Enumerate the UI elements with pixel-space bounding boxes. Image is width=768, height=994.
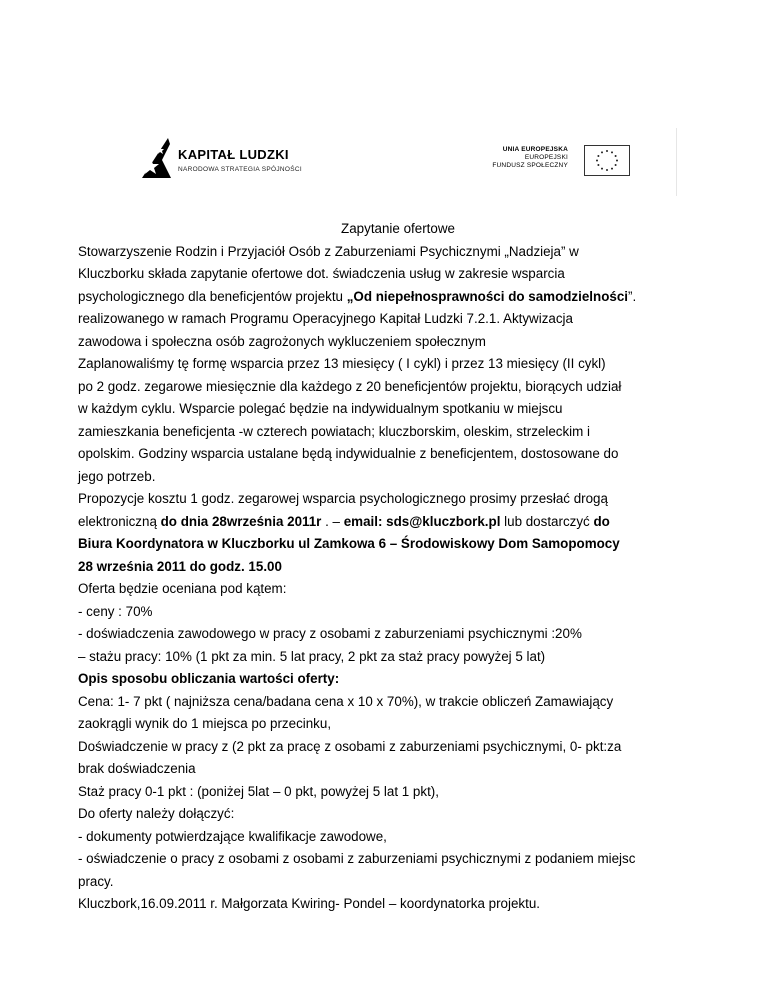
paragraph-line: Zaplanowaliśmy tę formę wsparcia przez 13 miesięcy ( I cykl) i przez 13 miesięcy (II cykl) — [78, 356, 606, 371]
attachment-item: - oświadczenie o pracy z osobami z osobami z zaburzeniami psychicznymi z podaniem miejsc — [78, 851, 636, 866]
section-heading: Opis sposobu obliczania wartości oferty: — [78, 671, 340, 686]
eu-logo — [492, 146, 640, 182]
paragraph-line: w każdym cyklu. Wsparcie polegać będzie na indywidualnym spotkaniu w miejscu — [78, 401, 563, 416]
header-divider — [676, 128, 677, 196]
text-span: psychologicznego dla beneficjentów projektu — [78, 288, 347, 304]
kapital-ludzki-title: KAPITAŁ LUDZKI — [178, 147, 289, 162]
eu-flag-icon — [584, 145, 630, 176]
paragraph-line: Cena: 1- 7 pkt ( najniższa cena/badana cena x 10 x 70%), w trakcie obliczeń Zamawiający — [78, 693, 614, 709]
kapital-ludzki-subtitle: NARODOWA STRATEGIA SPÓJNOŚCI — [178, 166, 302, 173]
text-span: ”. — [628, 288, 637, 304]
text-span: lub dostarczyć — [500, 513, 594, 529]
document-header — [0, 120, 768, 190]
paragraph-line: Propozycje kosztu 1 godz. zegarowej wsparcia psychologicznego prosimy przesłać drogą — [78, 491, 608, 506]
text-span: . – — [321, 513, 344, 529]
paragraph-line: Doświadczenie w pracy z (2 pkt za pracę z osobami z zaburzeniami psychicznymi, 0- pkt:za — [78, 738, 622, 754]
paragraph-line — [78, 511, 718, 534]
paragraph-line: zaokrągli wynik do 1 miejsca po przecinku, — [78, 716, 332, 731]
paragraph-line: po 2 godz. zegarowe miesięcznie dla każdego z 20 beneficjentów projektu, biorących udział — [78, 378, 622, 394]
eu-line-2: EUROPEJSKI — [524, 154, 568, 161]
paragraph-line: jego potrzeb. — [78, 468, 156, 484]
criteria-item: - doświadczenia zawodowego w pracy z osobami z zaburzeniami psychicznymi :20% — [78, 626, 582, 641]
eu-line-3: FUNDUSZ SPOŁECZNY — [492, 162, 568, 169]
paragraph-line: Oferta będzie oceniana pod kątem: — [78, 581, 287, 596]
paragraph-line: zawodowa i społeczna osób zagrożonych wykluczeniem społecznym — [78, 333, 486, 349]
paragraph-line: Staż pracy 0-1 pkt : (poniżej 5lat – 0 pkt, powyżej 5 lat 1 pkt), — [78, 783, 439, 799]
document-footer: Kluczbork,16.09.2011 r. Małgorzata Kwiring- Pondel – koordynatorka projektu. — [78, 896, 540, 911]
criteria-item: – stażu pracy: 10% (1 pkt za min. 5 lat pracy, 2 pkt za staż pracy powyżej 5 lat) — [78, 648, 546, 664]
paragraph-line: opolskim. Godziny wsparcia ustalane będą indywidualnie z beneficjentem, dostosowane do — [78, 446, 619, 461]
eu-logo-text — [492, 146, 568, 170]
document-body — [78, 218, 718, 916]
email-address: email: sds@kluczbork.pl — [343, 513, 501, 529]
paragraph-line: Stowarzyszenie Rodzin i Przyjaciół Osób z Zaburzeniami Psychicznymi „Nadzieja” w — [78, 243, 579, 259]
text-span-bold: do — [593, 513, 610, 529]
attachment-item: - dokumenty potwierdzające kwalifikacje zawodowe, — [78, 828, 387, 844]
deadline-date: do dnia 28września 2011r — [160, 513, 322, 529]
paragraph-line: brak doświadczenia — [78, 761, 196, 776]
document-title: Zapytanie ofertowe — [341, 221, 455, 236]
paragraph-line: zamieszkania beneficjenta -w czterech powiatach; kluczborskim, oleskim, strzeleckim i — [78, 423, 591, 439]
paragraph-line: realizowanego w ramach Programu Operacyjnego Kapitał Ludzki 7.2.1. Aktywizacja — [78, 311, 573, 326]
delivery-address: Biura Koordynatora w Kluczborku ul Zamkowa 6 – Środowiskowy Dom Samopomocy — [78, 536, 620, 551]
paragraph-line: pracy. — [78, 873, 114, 889]
delivery-deadline: 28 września 2011 do godz. 15.00 — [78, 558, 282, 574]
criteria-item: - ceny : 70% — [78, 603, 153, 619]
text-span: elektroniczną — [78, 513, 161, 529]
paragraph-line: Do oferty należy dołączyć: — [78, 806, 235, 821]
kapital-ludzki-emblem-icon — [138, 134, 174, 184]
project-name: „Od niepełnosprawności do samodzielności — [346, 288, 628, 304]
paragraph-line — [78, 286, 718, 309]
kapital-ludzki-logo — [138, 134, 338, 186]
eu-line-1: UNIA EUROPEJSKA — [502, 146, 568, 153]
paragraph-line: Kluczborku składa zapytanie ofertowe dot. świadczenia usług w zakresie wsparcia — [78, 266, 565, 281]
